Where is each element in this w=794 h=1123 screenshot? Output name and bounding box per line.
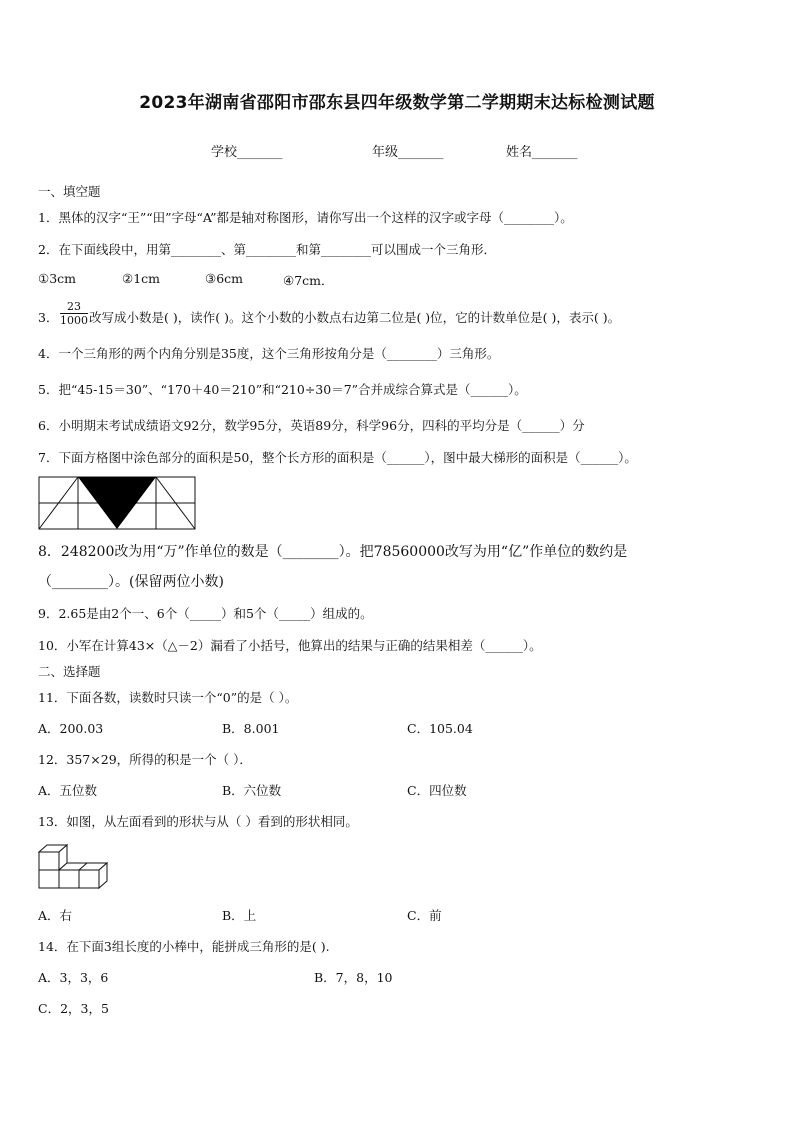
name-field: 姓名_______ xyxy=(506,145,578,160)
q2-option-3: ③6cm xyxy=(205,271,244,286)
question-3-number: 3． xyxy=(38,310,59,325)
question-14: 14．在下面3组长度的小棒中，能拼成三角形的是( ). xyxy=(38,939,330,954)
cube-bottom-1 xyxy=(39,870,59,888)
question-4: 4．一个三角形的两个内角分别是35度，这个三角形按角分是（________）三角形。 xyxy=(38,346,500,361)
question-1: 1．黑体的汉字“王”“田”字母“A”都是轴对称图形，请你写出一个这样的汉字或字母（________）。 xyxy=(38,210,573,225)
q14-option-a: A．3，3，6 xyxy=(38,970,109,985)
q14-option-c: C．2，3，5 xyxy=(38,1001,109,1016)
page-title: 2023年湖南省邵阳市邵东县四年级数学第二学期期末达标检测试题 xyxy=(139,93,655,113)
grade-field: 年级_______ xyxy=(372,145,444,160)
q7-grid-figure xyxy=(38,476,196,530)
question-8-line-1: 8．248200改为用“万”作单位的数是（________）。把78560000改写为用“亿”作单位的数约是 xyxy=(38,544,628,560)
school-field: 学校_______ xyxy=(211,145,283,160)
question-13: 13．如图，从左面看到的形状与从（ ）看到的形状相同。 xyxy=(38,814,358,829)
question-5: 5．把“45-15＝30”、“170＋40＝210”和“210÷30＝7”合并成综合算式是（______）。 xyxy=(38,382,527,397)
question-10: 10．小军在计算43×（△－2）漏看了小括号，他算出的结果与正确的结果相差（______）。 xyxy=(38,638,542,653)
cube-top-stack-face xyxy=(39,852,59,870)
q11-option-b: B．8.001 xyxy=(222,721,280,736)
question-3-fraction xyxy=(60,300,88,327)
fraction-denominator: 1000 xyxy=(60,314,88,327)
question-8-line-2: （________）。(保留两位小数) xyxy=(38,574,224,590)
q2-option-2: ②1cm xyxy=(122,271,161,286)
q13-cube-figure xyxy=(38,842,114,890)
q11-option-a: A．200.03 xyxy=(38,721,104,736)
q13-option-b: B．上 xyxy=(222,908,257,923)
question-12: 12．357×29，所得的积是一个（ ）． xyxy=(38,752,252,767)
question-6: 6．小明期末考试成绩语文92分，数学95分，英语89分，科学96分，四科的平均分是（______）分 xyxy=(38,418,585,433)
q12-option-c: C．四位数 xyxy=(407,783,467,798)
question-11: 11．下面各数，读数时只读一个“0”的是（ ）。 xyxy=(38,690,298,705)
question-9: 9．2.65是由2个一、6个（_____）和5个（_____）组成的。 xyxy=(38,606,373,621)
q12-option-a: A．五位数 xyxy=(38,783,98,798)
q2-option-1: ①3cm xyxy=(38,271,77,286)
fraction-numerator: 23 xyxy=(60,300,88,314)
q13-option-c: C．前 xyxy=(407,908,442,923)
question-3-text: 改写成小数是( )，读作( )。这个小数的小数点右边第二位是( )位，它的计数单位是( )，表示( )。 xyxy=(89,310,621,325)
q2-option-4: ④7cm． xyxy=(283,273,334,288)
q14-option-b: B．7，8，10 xyxy=(314,970,393,985)
q12-option-b: B．六位数 xyxy=(222,783,282,798)
q13-option-a: A．右 xyxy=(38,908,73,923)
cube-bottom-2 xyxy=(59,870,79,888)
section-fill-heading: 一、填空题 xyxy=(38,184,101,199)
cube-bottom-3 xyxy=(79,870,99,888)
section-choice-heading: 二、选择题 xyxy=(38,664,101,679)
question-2: 2．在下面线段中，用第________、第________和第________可以围成一个三角形． xyxy=(38,242,496,257)
question-7: 7．下面方格图中涂色部分的面积是50，整个长方形的面积是（______），图中最大梯形的面积是（______）。 xyxy=(38,450,637,465)
q11-option-c: C．105.04 xyxy=(407,721,473,736)
